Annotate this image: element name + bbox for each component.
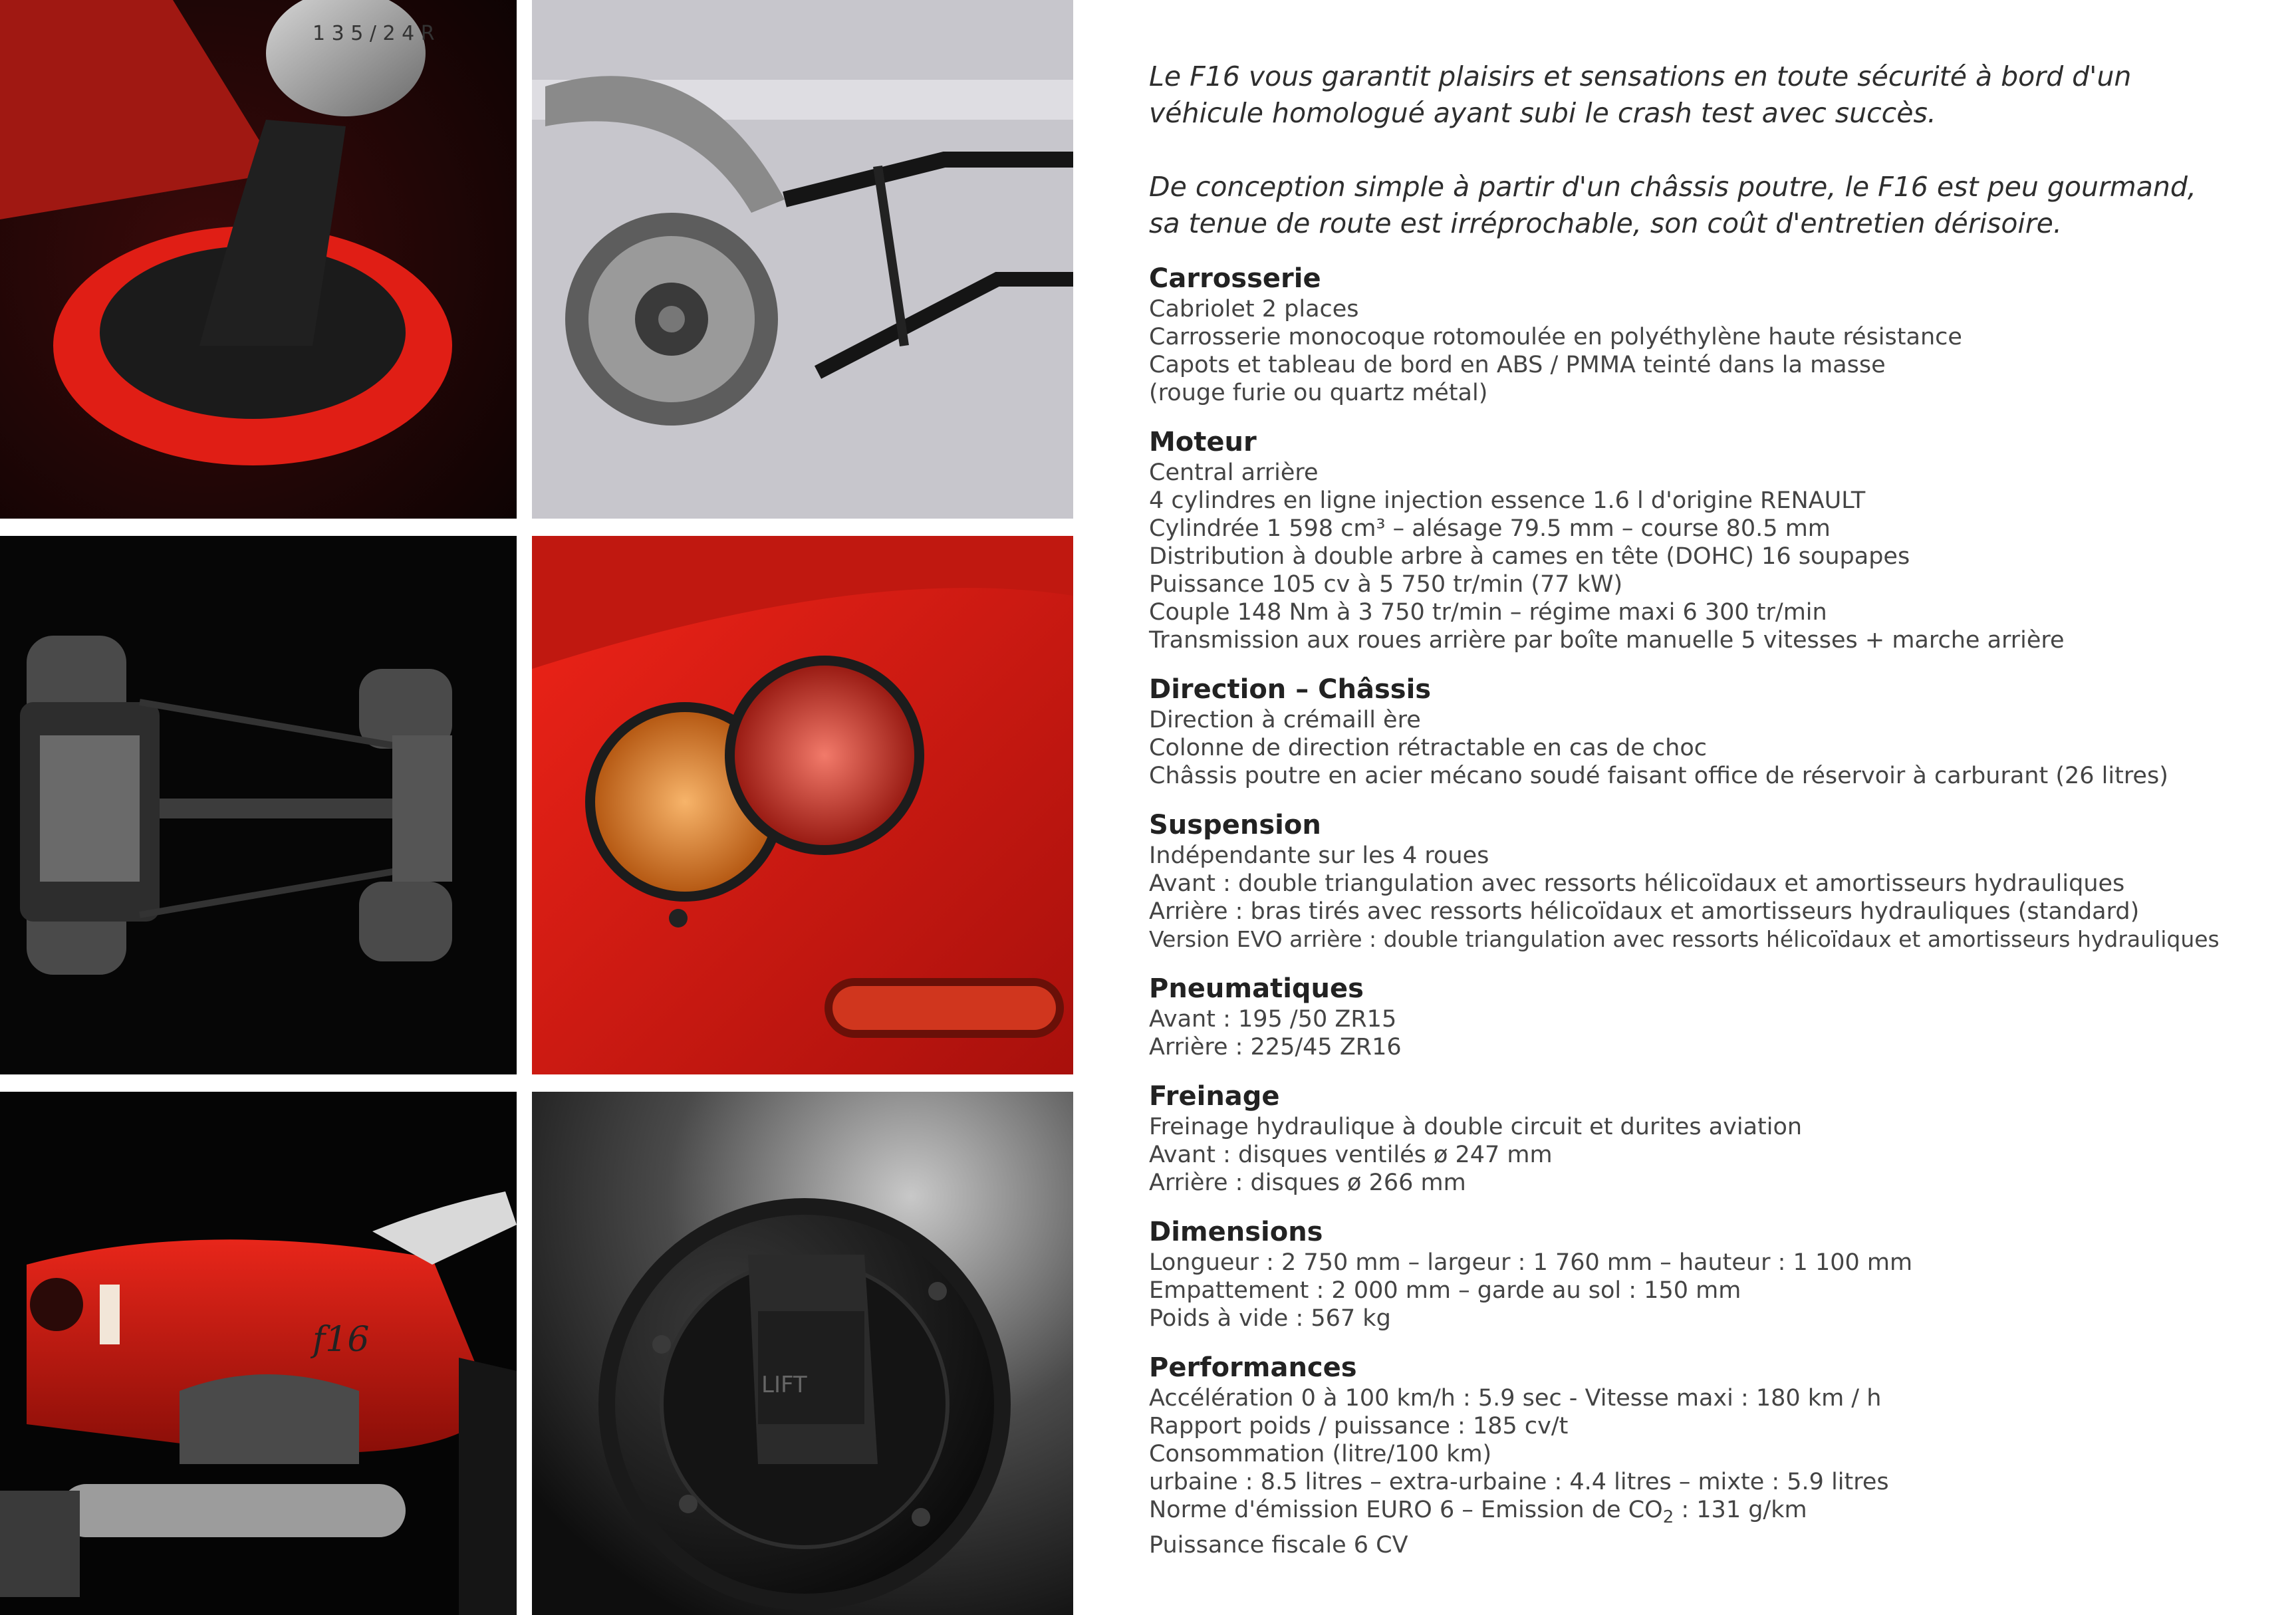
spec-line: Transmission aux roues arrière par boîte manuelle 5 vitesses + marche arrière [1149,627,2065,654]
intro-paragraph-2: De conception simple à partir d'un châssis poutre, le F16 est peu gourmand, sa tenue de route est irréprochable, son coût d'entretien dérisoire. [1149,171,2196,239]
section-title: Pneumatiques [1149,973,1364,1004]
photo-gear-shift [0,0,517,519]
car-badge-text: f16 [313,1320,370,1360]
spec-line: Carrosserie monocoque rotomoulée en polyéthylène haute résistance [1149,324,1962,350]
section-title: Direction – Châssis [1149,674,1432,705]
spec-line: Châssis poutre en acier mécano soudé faisant office de réservoir à carburant (26 litres) [1149,763,2168,789]
spec-line: Indépendante sur les 4 roues [1149,842,1489,869]
shift-pattern-text: 1 3 5 / 2 4 R [313,22,435,45]
spec-line: Colonne de direction rétractable en cas de choc [1149,735,1707,761]
spec-line: Arrière : disques ø 266 mm [1149,1170,1466,1196]
spec-line: Distribution à double arbre à cames en tête (DOHC) 16 soupapes [1149,543,1910,570]
spec-line: Avant : double triangulation avec ressorts hélicoïdaux et amortisseurs hydrauliques [1149,870,2125,897]
spec-line: Arrière : 225/45 ZR16 [1149,1034,1402,1060]
emission-line [1149,1496,2239,1531]
spec-line: (rouge furie ou quartz métal) [1149,380,1488,406]
spec-line: Freinage hydraulique à double circuit et durites aviation [1149,1114,1803,1140]
spec-section-direction-chassis [1149,673,2239,790]
spec-section-moteur [1149,426,2239,654]
spec-line: Consommation (litre/100 km) [1149,1441,1492,1467]
spec-line: Puissance 105 cv à 5 750 tr/min (77 kW) [1149,571,1623,598]
spec-section-dimensions [1149,1215,2239,1332]
section-title: Freinage [1149,1081,1280,1112]
section-title: Performances [1149,1352,1357,1383]
section-title: Moteur [1149,427,1257,457]
spec-line: Avant : disques ventilés ø 247 mm [1149,1142,1553,1168]
spec-line: Arrière : bras tirés avec ressorts hélicoïdaux et amortisseurs hydrauliques (standard) [1149,898,2140,925]
spec-section-freinage [1149,1080,2239,1197]
spec-line: Direction à crémaill ère [1149,707,1421,733]
spec-section-performances [1149,1351,2239,1559]
intro-paragraph-1: Le F16 vous garantit plaisirs et sensations en toute sécurité à bord d'un véhicule homologué ayant subi le crash test avec succès. [1149,61,2132,129]
fuel-cap-label: LIFT [761,1372,807,1398]
spec-line: Avant : 195 /50 ZR15 [1149,1006,1397,1033]
section-title: Suspension [1149,810,1321,840]
spec-line: 4 cylindres en ligne injection essence 1.6 l d'origine RENAULT [1149,487,1866,514]
spec-line: Couple 148 Nm à 3 750 tr/min – régime maxi 6 300 tr/min [1149,599,1827,626]
spec-line: Cylindrée 1 598 cm³ – alésage 79.5 mm – course 80.5 mm [1149,515,1831,542]
emission-text: Norme d'émission EURO 6 – Emission de CO [1149,1497,1663,1523]
spec-line: urbaine : 8.5 litres – extra-urbaine : 4.4 litres – mixte : 5.9 litres [1149,1469,1889,1495]
section-title: Dimensions [1149,1217,1323,1247]
photo-rear-car [0,1092,517,1615]
co2-subscript: 2 [1662,1507,1674,1527]
photo-tail-lights [532,536,1073,1074]
spec-line: Accélération 0 à 100 km/h : 5.9 sec - Vitesse maxi : 180 km / h [1149,1385,1882,1412]
photo-fuel-cap [532,1092,1073,1615]
spec-line: Capots et tableau de bord en ABS / PMMA teinté dans la masse [1149,352,1886,378]
spec-line: Rapport poids / puissance : 185 cv/t [1149,1413,1569,1439]
spec-line: Cabriolet 2 places [1149,296,1359,322]
emission-value: : 131 g/km [1674,1497,1807,1523]
photo-chassis [0,536,517,1074]
spec-line: Central arrière [1149,459,1319,486]
spec-line: Empattement : 2 000 mm – garde au sol : 150 mm [1149,1277,1741,1304]
photo-suspension [532,0,1073,519]
spec-line: Poids à vide : 567 kg [1149,1305,1391,1332]
spec-line: Longueur : 2 750 mm – largeur : 1 760 mm – hauteur : 1 100 mm [1149,1249,1913,1276]
spec-line: Version EVO arrière : double triangulation avec ressorts hélicoïdaux et amortisseurs hydrauliques [1149,926,2220,952]
fiscal-power-line: Puissance fiscale 6 CV [1149,1532,1408,1558]
spec-section-suspension [1149,808,2239,953]
spec-section-pneumatiques [1149,972,2239,1061]
section-title: Carrosserie [1149,263,1321,294]
spec-section-carrosserie [1149,262,2239,407]
specs-column [1149,59,2239,1578]
